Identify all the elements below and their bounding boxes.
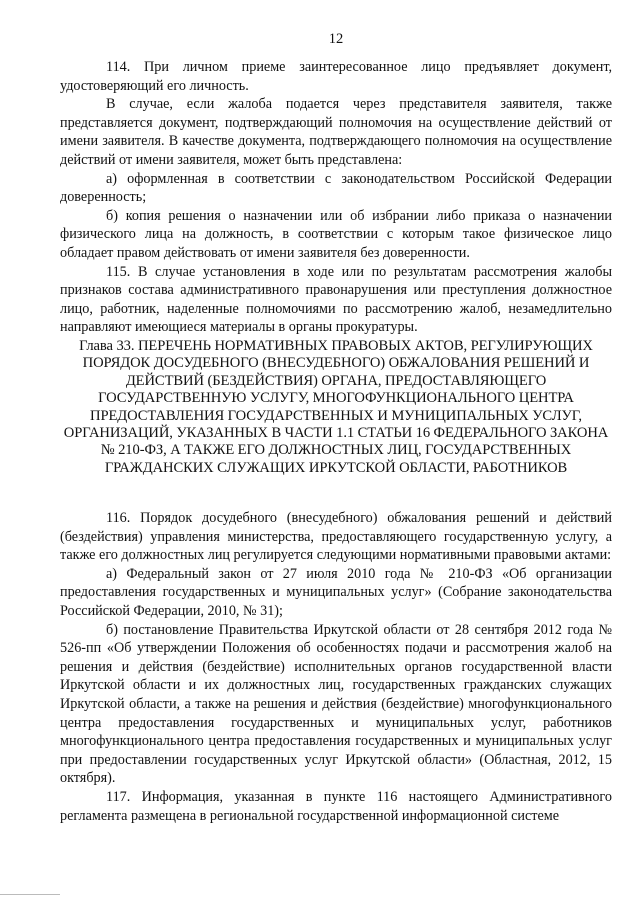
body-text-bottom: [60, 509, 612, 825]
document-page: [60, 0, 612, 905]
paragraph-116: 116. Порядок досудебного (внесудебного) обжалования решений и действий (бездействия) управления министерства, предоставляющего государственную услугу, а также его должностных лиц регулируется следующими нормативными правовыми актами:: [60, 510, 612, 564]
chapter-heading-text: Глава 33. ПЕРЕЧЕНЬ НОРМАТИВНЫХ ПРАВОВЫХ АКТОВ, РЕГУЛИРУЮЩИХ ПОРЯДОК ДОСУДЕБНОГО (ВНЕСУДЕБНОГО) ОБЖАЛОВАНИЯ РЕШЕНИЙ И ДЕЙСТВИЙ (БЕЗДЕЙСТВИЯ) ОРГАНА, ПРЕДОСТАВЛЯЮЩЕГО ГОСУДАРСТВЕННУЮ УСЛУГУ, МНОГОФУНКЦИОНАЛЬНОГО ЦЕНТРА ПРЕДОСТАВЛЕНИЯ ГОСУДАРСТВЕННЫХ И МУНИЦИПАЛЬНЫХ УСЛУГ, ОРГАНИЗАЦИЙ, УКАЗАННЫХ В ЧАСТИ 1.1 СТАТЬИ 16 ФЕДЕРАЛЬНОГО ЗАКОНА № 210-ФЗ, А ТАКЖЕ ЕГО ДОЛЖНОСТНЫХ ЛИЦ, ГОСУДАРСТВЕННЫХ ГРАЖДАНСКИХ СЛУЖАЩИХ ИРКУТСКОЙ ОБЛАСТИ, РАБОТНИКОВ: [63, 338, 609, 476]
paragraph-116-item-a: а) Федеральный закон от 27 июля 2010 года № 210-ФЗ «Об организации предоставления государственных и муниципальных услуг» (Собрание законодательства Российской Федерации, 2010, № 31);: [60, 565, 612, 619]
paragraph-117: 117. Информация, указанная в пункте 116 настоящего Административного регламента размещена в региональной государственной информационной системе: [60, 788, 612, 824]
page-number: 12: [328, 31, 344, 47]
chapter-heading: [60, 338, 612, 477]
footer-divider: [0, 894, 60, 895]
paragraph-116-item-b: б) постановление Правительства Иркутской области от 28 сентября 2012 года № 526-пп «Об утверждении Положения об особенностях подачи и рассмотрения жалоб на решения и действия (бездействие) исполнительных органов государственной власти Иркутской области и их должностных лиц, государственных гражданских служащих Иркутской области, а также на решения и действия (бездействие) многофункционального центра предоставления государственных и муниципальных услуг, работников многофункционального центра предоставления государственных и муниципальных услуг при предоставлении государственных услуг Иркутской области» (Областная, 2012, 15 октября).: [60, 621, 612, 787]
body-text-top: [60, 58, 612, 337]
paragraph-115: 115. В случае установления в ходе или по результатам рассмотрения жалобы признаков состава административного правонарушения или преступления должностное лицо, работник, наделенные полномочиями по рассмотрению жалоб, незамедлительно направляют имеющиеся материалы в органы прокуратуры.: [60, 263, 612, 336]
paragraph-114: 114. При личном приеме заинтересованное лицо предъявляет документ, удостоверяющий его личность.: [60, 59, 612, 94]
paragraph-item-b: б) копия решения о назначении или об избрании либо приказа о назначении физического лица на должность, в соответствии с которым такое физическое лицо обладает правом действовать от имени заявителя без доверенности.: [60, 207, 612, 261]
paragraph-item-a: а) оформленная в соответствии с законодательством Российской Федерации доверенность;: [60, 170, 612, 206]
paragraph-representative: В случае, если жалоба подается через представителя заявителя, также представляется документ, подтверждающий полномочия на осуществление действий от имени заявителя. В качестве документа, подтверждающего полномочия на осуществление действий от имени заявителя, может быть представлена:: [60, 96, 612, 168]
